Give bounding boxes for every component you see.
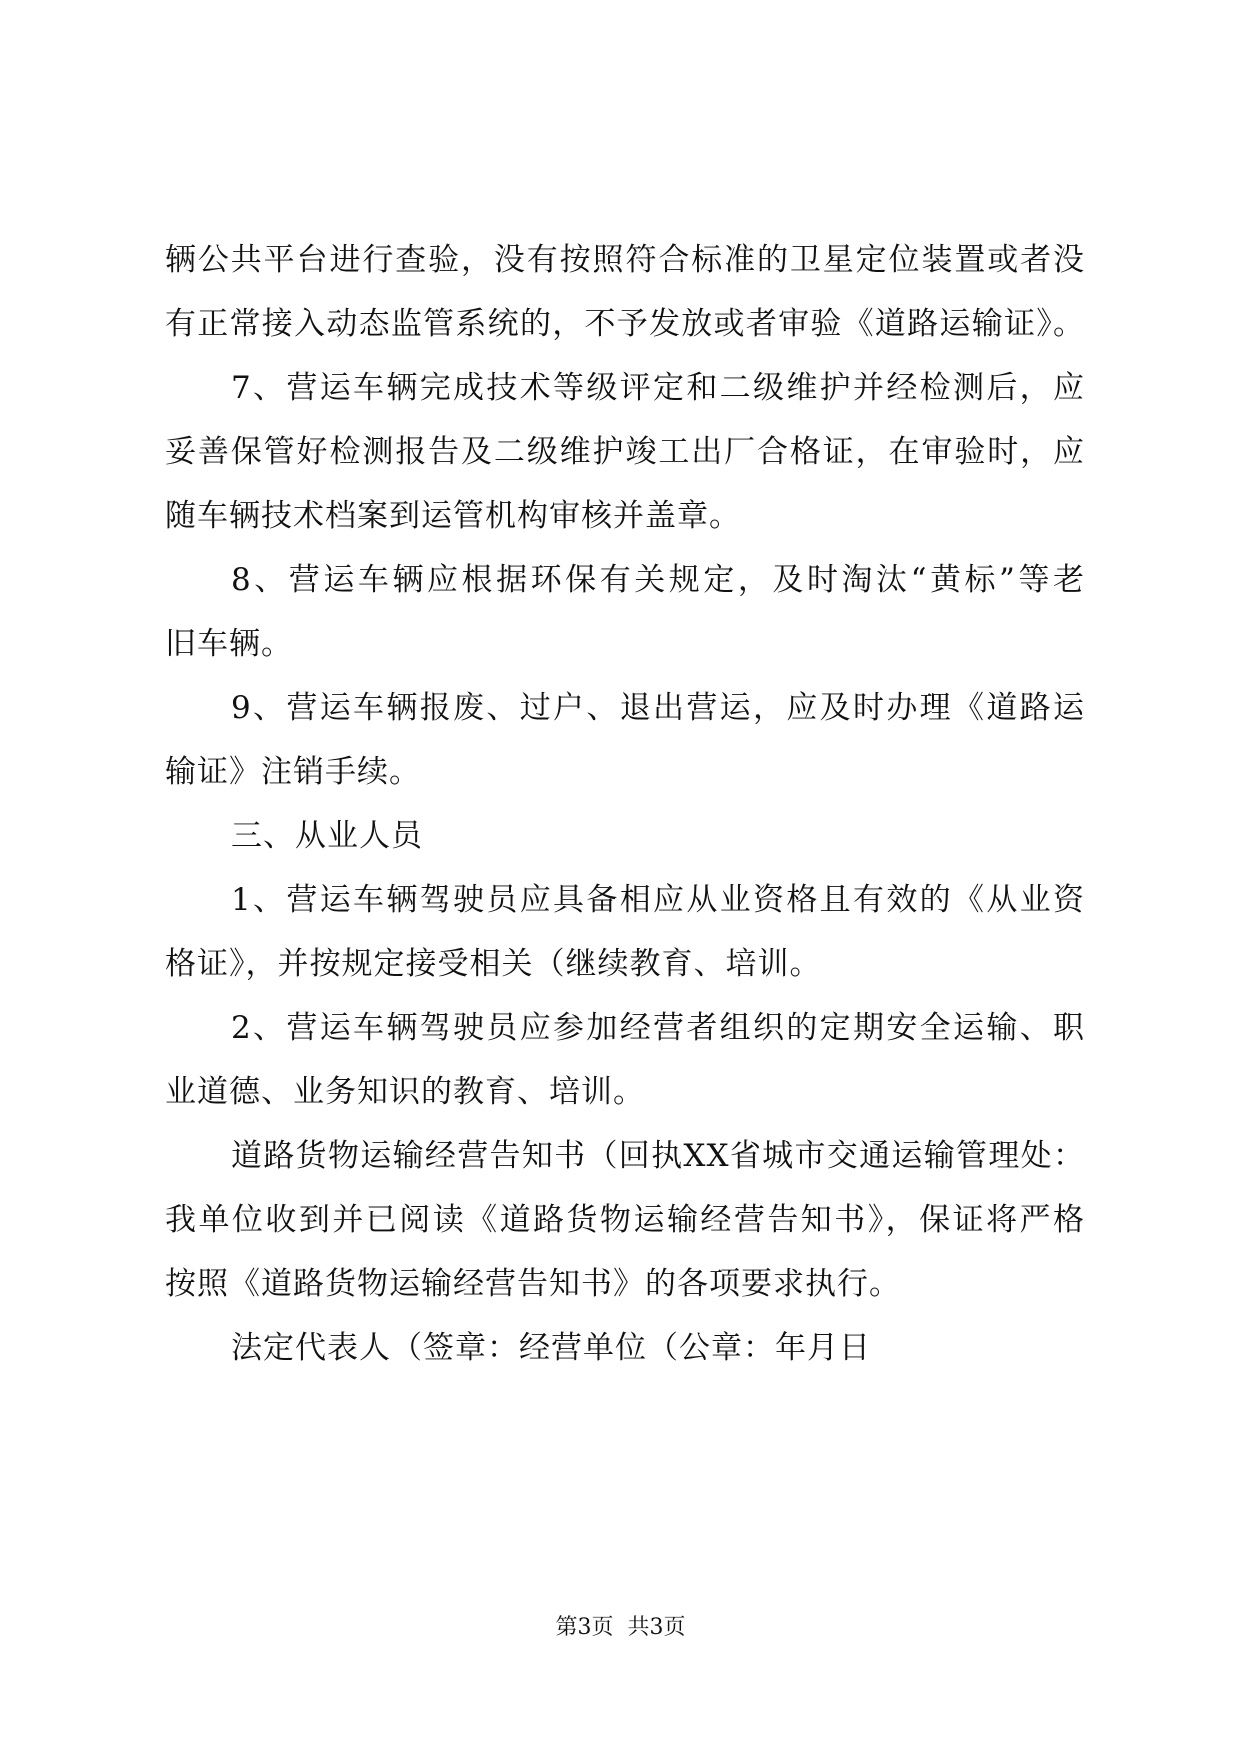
text-line-7: 旧车辆。: [165, 626, 293, 662]
text-line-11: 1、营运车辆驾驶员应具备相应从业资格且有效的《从业资: [231, 882, 1085, 918]
page-footer: [0, 1610, 1241, 1646]
text-line-3: 7、营运车辆完成技术等级评定和二级维护并经检测后，应: [231, 370, 1085, 406]
text-line-2: 有正常接入动态监管系统的，不予发放或者审验《道路运输证》。: [165, 306, 1085, 342]
text-line-15: 道路货物运输经营告知书（回执XX省城市交通运输管理处：: [231, 1138, 1085, 1174]
section-heading: 三、从业人员: [231, 818, 423, 854]
text-line-14: 业道德、业务知识的教育、培训。: [165, 1074, 645, 1110]
signature-line: 法定代表人（签章：经营单位（公章：年月日: [231, 1330, 871, 1366]
text-line-12: 格证》，并按规定接受相关（继续教育、培训。: [165, 946, 822, 982]
text-line-1: 辆公共平台进行查验，没有按照符合标准的卫星定位装置或者没: [165, 242, 1085, 278]
text-line-6: 8、营运车辆应根据环保有关规定，及时淘汰“黄标”等老: [231, 562, 1085, 598]
text-line-13: 2、营运车辆驾驶员应参加经营者组织的定期安全运输、职: [231, 1010, 1085, 1046]
text-line-17: 按照《道路货物运输经营告知书》的各项要求执行。: [165, 1266, 901, 1302]
text-line-9: 输证》注销手续。: [165, 754, 421, 790]
text-line-16: 我单位收到并已阅读《道路货物运输经营告知书》，保证将严格: [165, 1202, 1085, 1238]
text-line-8: 9、营运车辆报废、过户、退出营运，应及时办理《道路运: [231, 690, 1085, 726]
text-line-5: 随车辆技术档案到运管机构审核并盖章。: [165, 498, 741, 534]
text-line-4: 妥善保管好检测报告及二级维护竣工出厂合格证，在审验时，应: [165, 434, 1085, 470]
page-total: 共3页: [627, 1615, 686, 1640]
page-number: 第3页: [555, 1615, 614, 1640]
